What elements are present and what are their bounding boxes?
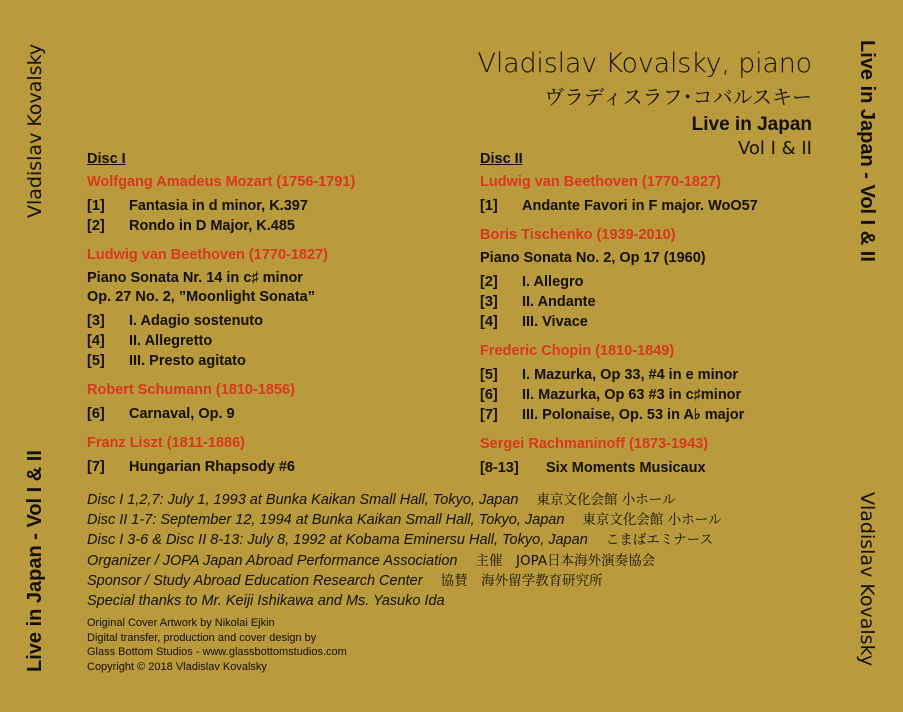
disc-2-tracklist [480, 151, 758, 489]
track-number: [5] [87, 353, 105, 369]
track-number: [1] [87, 198, 105, 214]
studio-credit: Glass Bottom Studios - www.glassbottomstudios.com [87, 646, 347, 658]
credit-text: Special thanks to Mr. Keiji Ishikawa and Ms. Yasuko Ida [87, 593, 445, 610]
track-number: [4] [480, 314, 498, 330]
credit-line [87, 571, 721, 591]
track-number: [8-13] [480, 460, 519, 476]
track-row [87, 331, 355, 351]
composer-name: Boris Tischenko (1939-2010) [480, 227, 676, 243]
composer-name: Franz Liszt (1811-1886) [87, 435, 245, 451]
work-title-line: Op. 27 No. 2, ”Moonlight Sonata” [87, 289, 315, 305]
composer-group [480, 436, 758, 478]
composer-name: Sergei Rachmaninoff (1873-1943) [480, 436, 709, 452]
composer-name: Frederic Chopin (1810-1849) [480, 343, 675, 359]
composer-group [87, 435, 355, 477]
credit-line [87, 510, 721, 530]
credit-text-japanese: 東京文化会館 小ホール [582, 512, 722, 529]
track-row [87, 311, 355, 331]
track-row [480, 405, 758, 425]
track-title: I. Mazurka, Op 33, #4 in e minor [522, 367, 738, 383]
track-number: [1] [480, 198, 498, 214]
composer-group [480, 174, 758, 216]
track-row [480, 272, 758, 292]
track-row [480, 312, 758, 332]
track-number: [6] [480, 387, 498, 403]
copyright: Copyright © 2018 Vladislav Kovalsky [87, 660, 267, 673]
track-row [87, 404, 355, 424]
artwork-credit: Original Cover Artwork by Nikolai Ejkin [87, 617, 275, 629]
track-number: [6] [87, 406, 105, 422]
album-title: Live in Japan [691, 114, 812, 135]
track-title: I. Allegro [522, 274, 584, 290]
composer-group [87, 174, 355, 236]
work-title [480, 249, 758, 268]
track-title: I. Adagio sostenuto [129, 313, 263, 329]
composer-group [480, 227, 758, 332]
disc-heading: Disc I [87, 151, 126, 167]
spine-left-name: Vladislav Kovalsky [24, 43, 46, 218]
credit-text-japanese: 東京文化会館 小ホール [536, 492, 676, 508]
track-row [480, 365, 758, 385]
track-row [87, 351, 355, 371]
disc-heading: Disc II [480, 151, 523, 167]
disc-1-tracklist [87, 151, 355, 488]
track-title: Rondo in D Major, K.485 [129, 218, 295, 234]
artist-name: Vladislav Kovalsky, piano [477, 48, 812, 79]
composer-name: Ludwig van Beethoven (1770-1827) [87, 247, 328, 263]
composer-group [87, 247, 355, 371]
track-row [87, 196, 355, 216]
track-row [87, 216, 355, 236]
left-spine [24, 0, 46, 712]
right-spine [856, 0, 878, 712]
credit-text-japanese: 主催 JOPA日本海外演奏協会 [475, 552, 656, 569]
credit-line [87, 490, 721, 510]
track-title: III. Presto agitato [129, 353, 246, 369]
credit-text: Disc I 1,2,7: July 1, 1993 at Bunka Kaikan Small Hall, Tokyo, Japan [87, 492, 519, 508]
track-title: Fantasia in d minor, K.397 [129, 198, 308, 214]
track-title: II. Allegretto [129, 333, 213, 349]
album-volume: Vol I & II [737, 138, 812, 159]
credit-line [87, 530, 721, 550]
track-number: [5] [480, 367, 498, 383]
credit-text: Disc II 1-7: September 12, 1994 at Bunka Kaikan Small Hall, Tokyo, Japan [87, 512, 565, 529]
credit-line [87, 591, 721, 611]
composer-name: Ludwig van Beethoven (1770-1827) [480, 174, 721, 190]
credit-text-japanese: 協賛 海外留学教育研究所 [440, 572, 603, 589]
track-title: Six Moments Musicaux [546, 460, 706, 476]
work-title-line: Piano Sonata No. 2, Op 17 (1960) [480, 250, 706, 266]
credit-text: Organizer / JOPA Japan Abroad Performance Association [87, 552, 458, 569]
track-number: [2] [87, 218, 105, 234]
track-title: Andante Favori in F major. WoO57 [522, 198, 758, 214]
track-row [480, 458, 758, 478]
track-title: III. Vivace [522, 314, 588, 330]
composer-name: Wolfgang Amadeus Mozart (1756-1791) [87, 174, 356, 190]
track-number: [7] [87, 459, 105, 475]
credit-text: Sponsor / Study Abroad Education Research Center [87, 572, 423, 589]
track-title: III. Polonaise, Op. 53 in A♭ major [522, 407, 745, 423]
track-row [87, 457, 355, 477]
track-row [480, 385, 758, 405]
work-title [87, 269, 355, 307]
credit-line [87, 551, 721, 571]
track-number: [4] [87, 333, 105, 349]
work-title-line: Piano Sonata Nr. 14 in c♯ minor [87, 270, 303, 286]
album-header [478, 48, 812, 159]
production-footer [87, 616, 347, 674]
track-title: II. Andante [522, 294, 596, 310]
recording-credits [87, 490, 721, 611]
track-number: [3] [87, 313, 105, 329]
track-title: II. Mazurka, Op 63 #3 in c♯minor [522, 387, 742, 403]
track-number: [7] [480, 407, 498, 423]
track-row [480, 196, 758, 216]
track-title: Carnaval, Op. 9 [129, 406, 235, 422]
composer-group [87, 382, 355, 424]
artist-name-japanese: ヴラディスラフ･コバルスキー [544, 85, 812, 109]
credit-text-japanese: こまばエミナース [605, 532, 714, 549]
production-credit: Digital transfer, production and cover design by [87, 631, 317, 644]
track-number: [2] [480, 274, 498, 290]
spine-right-title: Live in Japan - Vol I & II [856, 40, 878, 262]
credit-text: Disc I 3-6 & Disc II 8-13: July 8, 1992 at Kobama Eminersu Hall, Tokyo, Japan [87, 532, 588, 549]
composer-name: Robert Schumann (1810-1856) [87, 382, 295, 398]
spine-left-title: Live in Japan - Vol I & II [24, 450, 46, 672]
track-number: [3] [480, 294, 498, 310]
track-title: Hungarian Rhapsody #6 [129, 459, 295, 475]
spine-right-name: Vladislav Kovalsky [856, 492, 878, 667]
composer-group [480, 343, 758, 425]
track-row [480, 292, 758, 312]
